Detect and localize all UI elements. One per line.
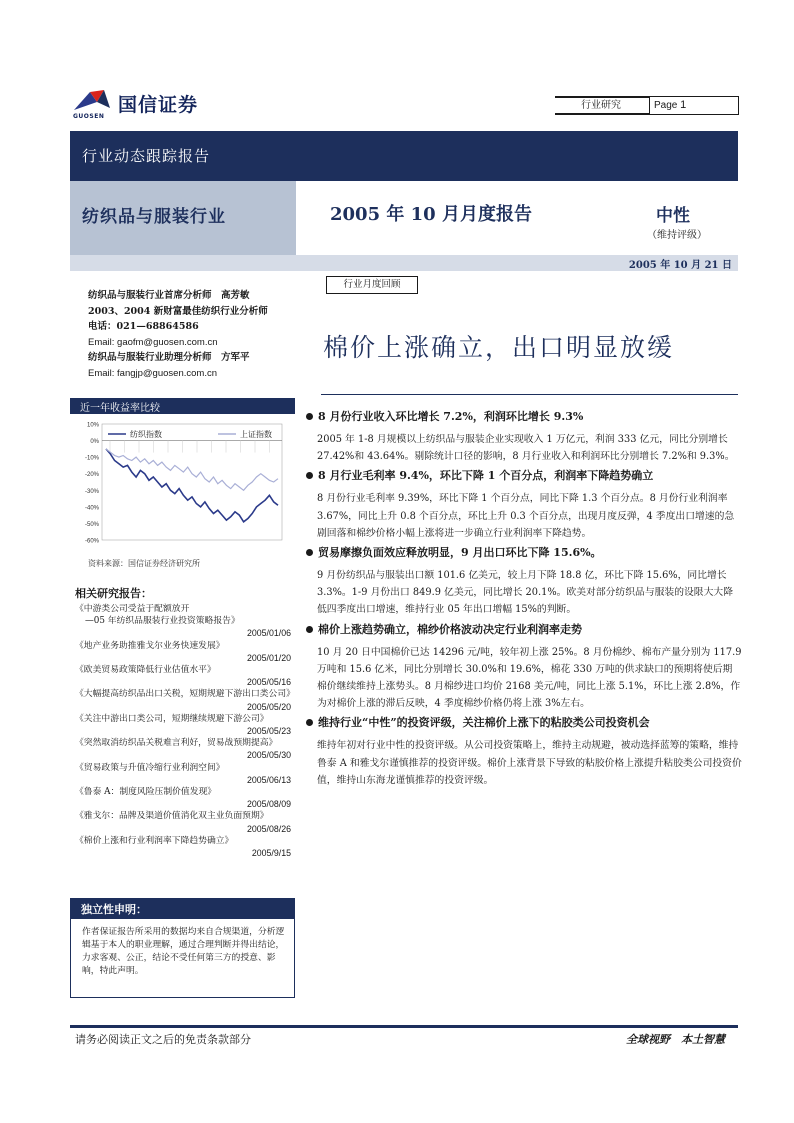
- y-tick-label: 0%: [90, 439, 99, 446]
- related-report-item[interactable]: [75, 688, 295, 712]
- related-report-date: 2005/05/30: [246, 750, 291, 761]
- rating-note: （维持评级）: [647, 230, 707, 241]
- section-body: 10 月 20 日中国棉价已达 14296 元/吨，较年初上涨 25%。8 月份棉纱、棉布产量分别为 117.9 万吨和 15.6 亿米，同比分别增长 30.0%和 19.6%，棉花 330 万吨的供求缺口的预期将使后期棉价继续维持上涨势头。8 月棉纱进口均价 2168 美元/吨，同比上涨 5.1%，环比上涨 2.8%，作为对棉价上涨的滞后反映，4 季度棉纱价格仍将上涨 3%左右。: [317, 646, 742, 710]
- headline: 棉价上涨确立，出口明显放缓: [323, 333, 675, 362]
- related-report-date: 2005/01/06: [246, 628, 291, 639]
- related-report-date: 2005/05/16: [246, 677, 291, 688]
- section-heading: [306, 467, 742, 484]
- logo-text: 国信证券: [118, 94, 199, 116]
- related-report-date: 2005/05/20: [246, 701, 291, 712]
- section-body: 9 月份纺织品与服装出口额 101.6 亿美元，较上月下降 18.8 亿，环比下降 15.6%，同比增长 3.3%。1-9 月份出口 849.9 亿美元，同比增长 20.1%。欧美对部分纺织品与服装的设限大大降低四季度出口增速，维持行业 05 年出口增幅 15%的判断。: [317, 570, 733, 616]
- independence-header: [71, 899, 294, 919]
- related-report-title: 《贸易政策与升值冷缩行业利润空间》: [75, 762, 225, 773]
- analyst-line: 2003、2004 新财富最佳纺织行业分析师: [88, 305, 268, 317]
- related-report-title: 《中游类公司受益于配额放开: [75, 604, 190, 614]
- page-indicator: [555, 96, 739, 115]
- independence-statement: [70, 898, 295, 998]
- section-heading-text: 棉价上涨趋势确立，棉纱价格波动决定行业利润率走势: [318, 622, 582, 636]
- related-report-date: 2005/9/15: [251, 848, 291, 859]
- y-tick-label: 10%: [86, 422, 99, 429]
- y-tick-label: -20%: [84, 472, 99, 479]
- section-heading: [306, 621, 742, 638]
- rating: 中性: [656, 206, 690, 226]
- legend-label: 上证指数: [240, 430, 272, 439]
- related-report-title: 《棉价上涨和行业利润率下降趋势确立》: [75, 835, 234, 846]
- related-report-item[interactable]: [75, 786, 291, 810]
- page-number: 1: [680, 99, 687, 111]
- section-body: 2005 年 1-8 月规模以上纺织品与服装企业实现收入 1 万亿元，利润 333 亿元，同比分别增长 27.42%和 43.64%。剔除统计口径的影响，8 月行业收入和利润环比分别增长 7.2%和 9.3%。: [317, 434, 735, 463]
- y-tick-label: -30%: [84, 488, 99, 495]
- bullet-icon: [306, 719, 313, 726]
- section-body: 8 月份行业毛利率 9.39%，环比下降 1 个百分点，同比下降 1.3 个百分点。8 月份行业利润率 3.67%，同比上升 0.8 个百分点，环比上升 0.3 个百分点，出现月度反弹，4 季度出口增速的急剧回落和棉纱价格小幅上涨将进一步确立行业利润率下降趋势。: [317, 493, 735, 539]
- related-report-title: 《欧美贸易政策降低行业估值水平》: [75, 665, 216, 676]
- independence-body: 作者保证报告所采用的数据均来自合规渠道，分析逻辑基于本人的职业理解，通过合理判断并得出结论，力求客观、公正，结论不受任何第三方的授意、影响，特此声明。: [82, 927, 285, 976]
- report-date: 2005 年 10 月 21 日: [628, 260, 732, 271]
- y-tick-label: -50%: [84, 521, 99, 528]
- section-heading-text: 贸易摩擦负面效应释放明显，9 月出口环比下降 15.6%。: [318, 546, 602, 560]
- sector-name: 纺织品与服装行业: [82, 207, 226, 227]
- analyst-email[interactable]: Email: gaofm@guosen.com.cn: [88, 336, 218, 348]
- bullet-icon: [306, 472, 313, 479]
- report-title: 2005 年 10 月月度报告: [330, 204, 532, 225]
- related-report-title: 《突然取消纺织品关税难言利好，贸易战预期提高》: [75, 738, 278, 749]
- series-line-shanghai: [106, 449, 278, 490]
- guosen-logo-icon: [70, 88, 112, 114]
- sector-block: [70, 181, 296, 255]
- main-content: [306, 408, 742, 791]
- report-category: 行业动态跟踪报告: [82, 147, 211, 165]
- section-heading-text: 8 月行业毛利率 9.4%，环比下降 1 个百分点，利润率下降趋势确立: [318, 469, 654, 483]
- related-report-item[interactable]: [75, 835, 291, 859]
- analyst-line: 纺织品与服装行业助理分析师 方军平: [88, 352, 250, 363]
- page-label: Page: [654, 100, 678, 111]
- date-band: [70, 255, 738, 271]
- report-type-label: 行业研究: [555, 96, 649, 115]
- analyst-phone: 电话：021—68864586: [88, 321, 199, 332]
- headline-divider: [321, 394, 738, 395]
- section-heading: [306, 544, 742, 561]
- legend-label: 纺织指数: [130, 430, 162, 439]
- section-heading: [306, 408, 742, 425]
- related-report-item[interactable]: [75, 810, 291, 834]
- analyst-email[interactable]: Email: fangjp@guosen.com.cn: [88, 367, 217, 379]
- related-report-title: 《鲁泰 A：制度风险压制价值发现》: [75, 787, 217, 798]
- related-report-date: 2005/05/23: [246, 726, 291, 737]
- analyst-info: [88, 288, 303, 381]
- chart-header-title: 近一年收益率比较: [80, 403, 160, 414]
- y-tick-label: -40%: [84, 505, 99, 512]
- y-tick-label: -10%: [84, 455, 99, 462]
- related-report-item[interactable]: [75, 713, 291, 737]
- independence-title: 独立性申明：: [81, 903, 147, 916]
- footer-slogan: 全球视野 本土智慧: [626, 1033, 725, 1046]
- related-report-item[interactable]: [75, 737, 291, 761]
- related-report-date: 2005/08/09: [246, 799, 291, 810]
- related-reports-title: 相关研究报告：: [75, 587, 152, 600]
- related-report-item[interactable]: [75, 664, 291, 688]
- footer-disclaimer: 请务必阅读正文之后的免责条款部分: [75, 1033, 251, 1046]
- related-report-date: 2005/08/26: [246, 823, 291, 834]
- related-report-title: 《关注中游出口类公司，短期继续规避下游公司》: [75, 713, 269, 724]
- section-body: 维持年初对行业中性的投资评级。从公司投资策略上，维持主动规避，被动选择蓝筹的策略，维持鲁泰 A 和雅戈尔谨慎推荐的投资评级。棉价上涨背景下导致的粘胶价格上涨提升粘胶类公司投资价值，维持山东海龙谨慎推荐的投资评级。: [317, 740, 742, 786]
- related-report-item[interactable]: [75, 640, 291, 664]
- related-report-date: 2005/01/20: [246, 652, 291, 663]
- section-heading-text: 8 月份行业收入环比增长 7.2%，利润环比增长 9.3%: [318, 410, 584, 423]
- section-heading: [306, 714, 742, 731]
- header-band: [70, 131, 738, 181]
- related-report-item[interactable]: [75, 762, 291, 786]
- section-heading-text: 维持行业“中性”的投资评级，关注棉价上涨下的粘胶类公司投资机会: [318, 716, 650, 730]
- related-report-date: 2005/06/13: [246, 774, 291, 785]
- analyst-line: 纺织品与服装行业首席分析师 高芳敏: [88, 290, 250, 301]
- return-comparison-chart: [70, 414, 295, 554]
- chart-source: 资料来源：国信证券经济研究所: [88, 559, 200, 568]
- related-report-title: —05 年纺织品服装行业投资策略报告》: [85, 616, 240, 627]
- logo-english: GUOSEN: [73, 113, 105, 120]
- y-tick-label: -60%: [84, 538, 99, 545]
- related-report-title: 《地产业务助推雅戈尔业务快速发展》: [75, 640, 225, 651]
- page-number-box: [649, 96, 739, 115]
- section-tag: 行业月度回顾: [326, 276, 418, 294]
- related-report-title: 《雅戈尔：品牌及渠道价值消化双主业负面预期》: [75, 811, 269, 822]
- footer-divider: [70, 1025, 738, 1028]
- related-report-item[interactable]: [75, 603, 291, 640]
- bullet-icon: [306, 626, 313, 633]
- bullet-icon: [306, 413, 313, 420]
- guosen-logo: [70, 86, 245, 122]
- related-report-title: 《大幅提高纺织品出口关税，短期规避下游出口类公司》: [75, 689, 295, 700]
- bullet-icon: [306, 549, 313, 556]
- related-reports-list: [75, 603, 295, 859]
- chart-header: [70, 398, 295, 414]
